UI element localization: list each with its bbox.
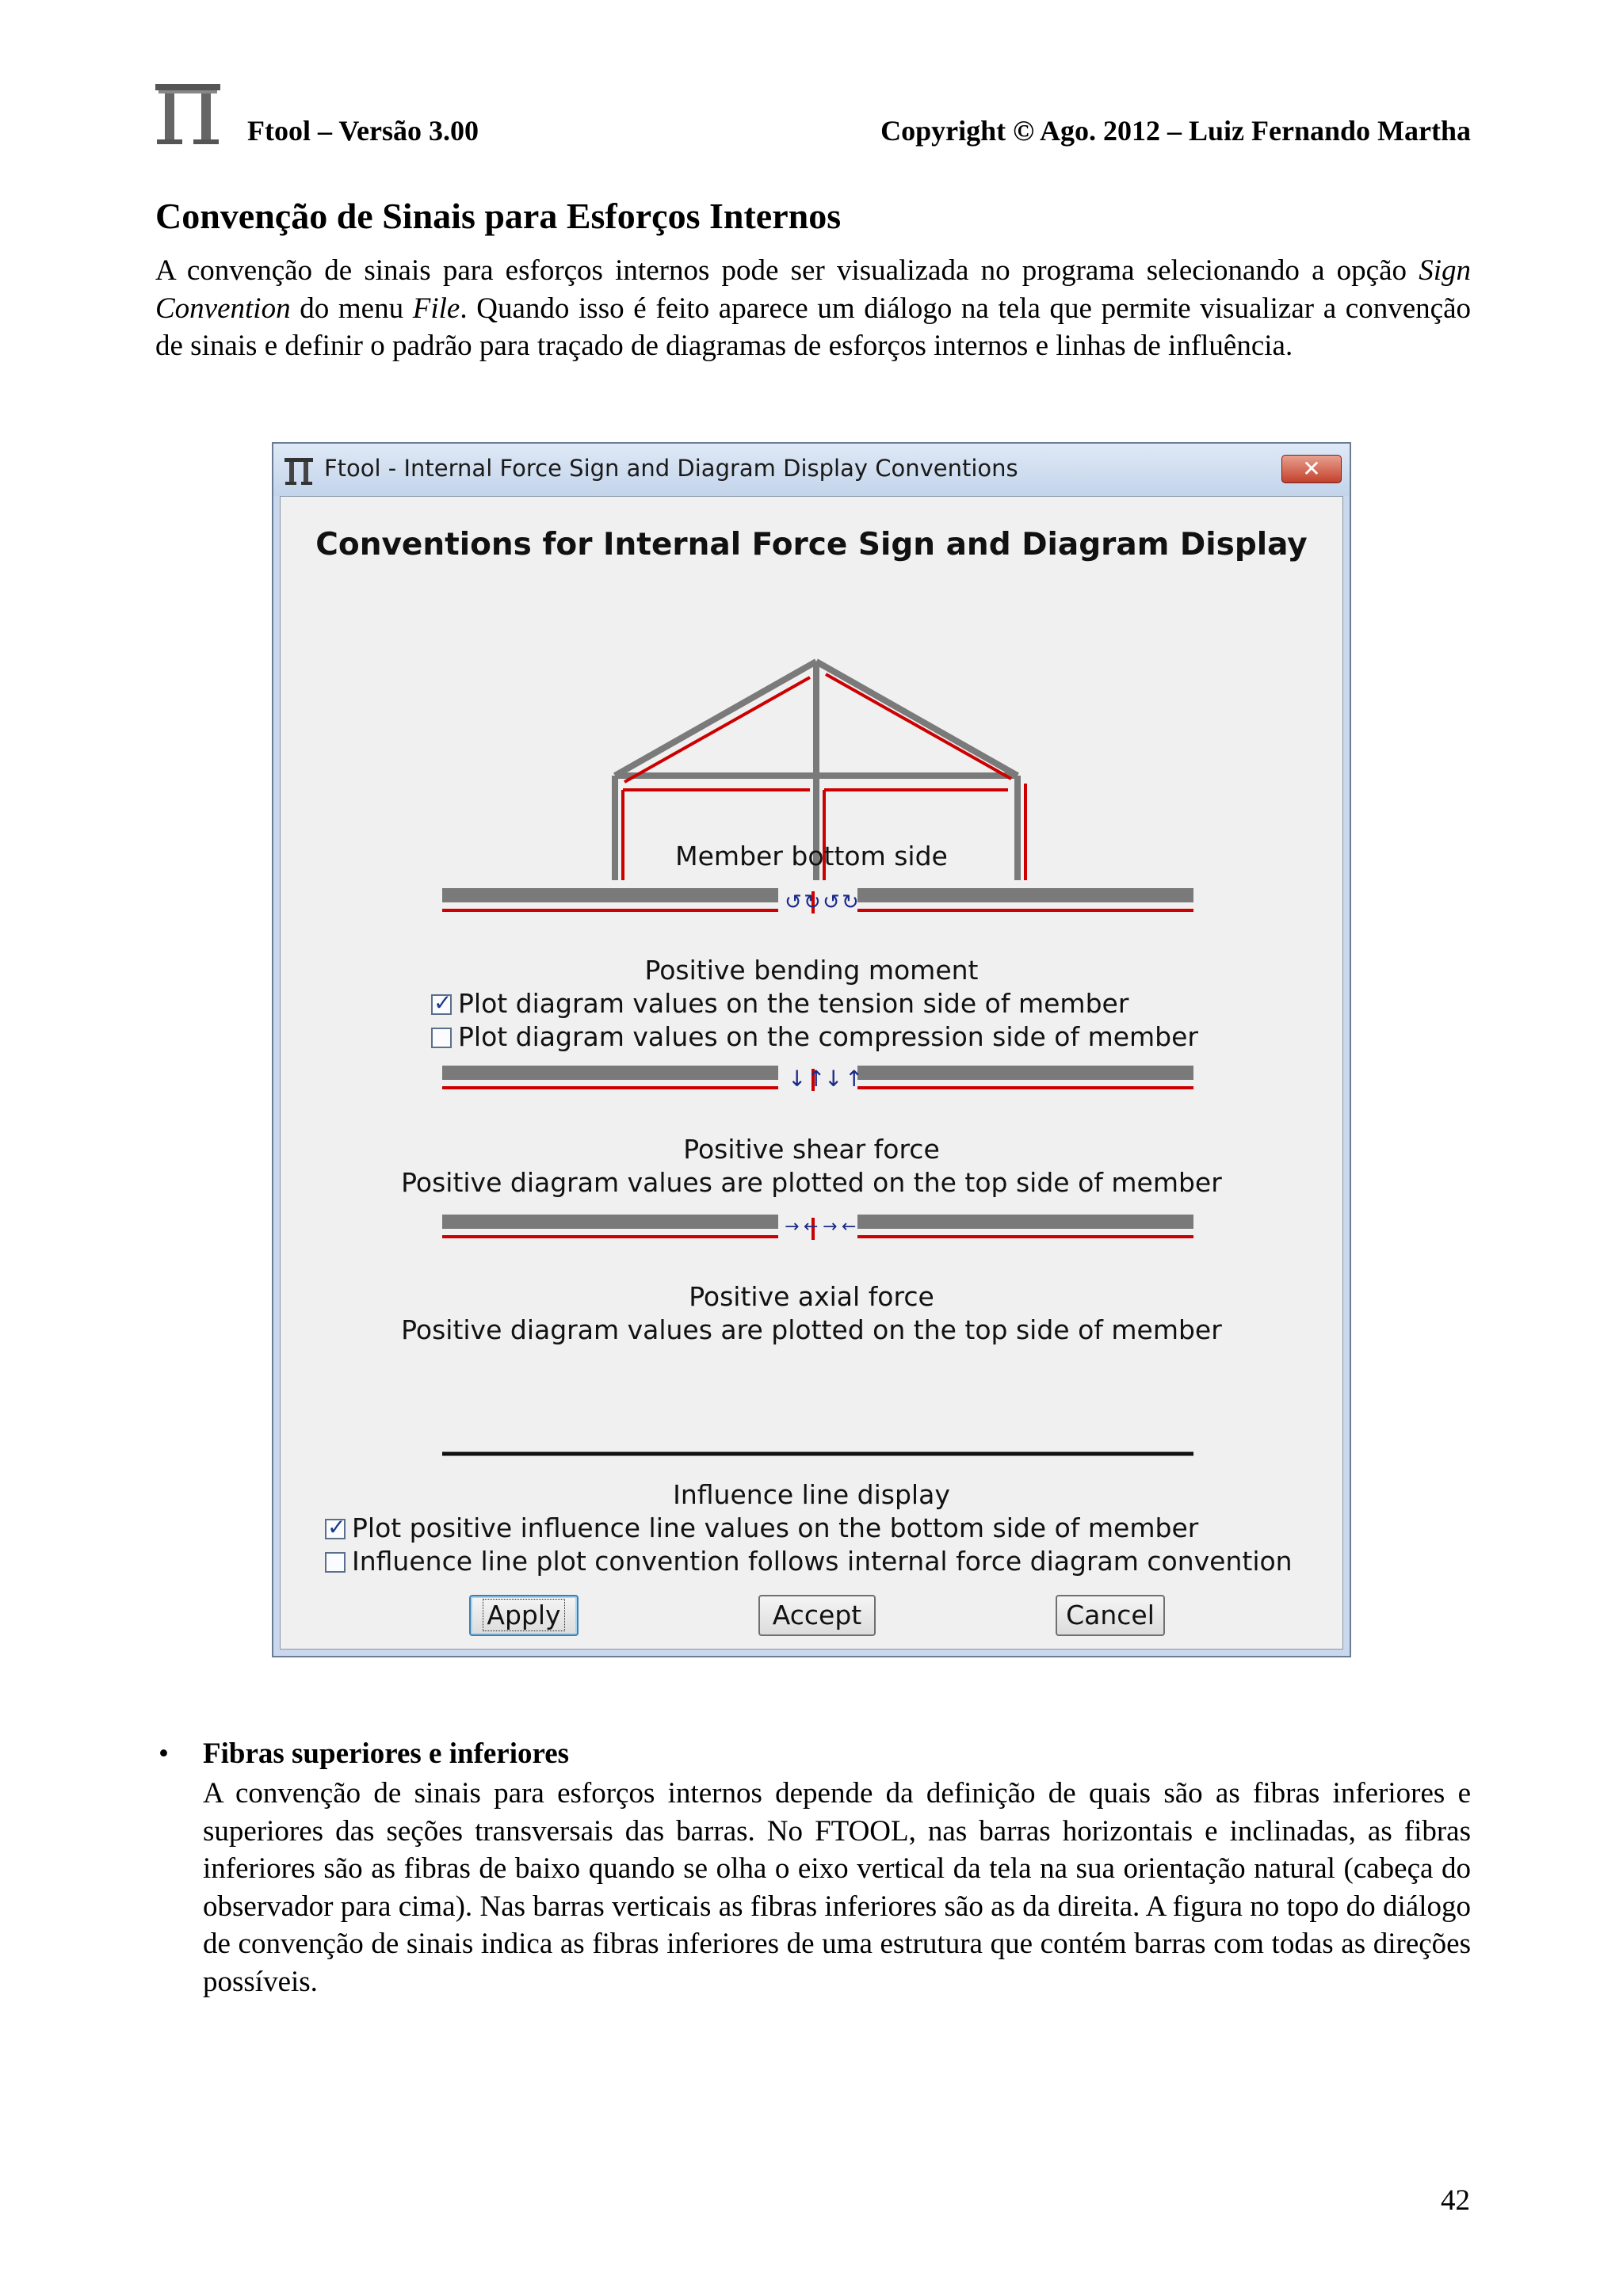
- apply-button[interactable]: Apply: [469, 1595, 579, 1636]
- influence-follow-option[interactable]: Influence line plot convention follows internal force diagram convention: [325, 1546, 1293, 1577]
- tension-side-option[interactable]: ✓Plot diagram values on the tension side of member: [431, 988, 1128, 1019]
- bullet-marker: •: [158, 1737, 169, 1770]
- bullet-title: Fibras superiores e inferiores: [203, 1737, 570, 1770]
- shear-force-diagram: [442, 1066, 1193, 1092]
- member-right-segment: [857, 1215, 1193, 1229]
- close-button[interactable]: ✕: [1281, 455, 1342, 483]
- member-right-segment: [857, 1066, 1193, 1080]
- influence-bottom-checkbox[interactable]: [325, 1519, 346, 1539]
- menu-reference: File: [412, 292, 460, 325]
- moment-arrow-icon: ↻: [842, 891, 859, 914]
- cancel-button[interactable]: Cancel: [1056, 1595, 1165, 1636]
- moment-arrow-icon: ↺: [823, 891, 840, 914]
- shear-label: Positive shear force: [683, 1134, 940, 1165]
- moment-arrow-icon: ↺: [785, 891, 802, 914]
- intro-text: . Quando isso é feito aparece um diálogo na tela que permite visualizar a convenção de sinais e definir o padrão para traçado de diagramas de esforços internos e linhas de influência.: [155, 292, 1471, 362]
- header-copyright: Copyright © Ago. 2012 – Luiz Fernando Martha: [880, 115, 1471, 147]
- compression-side-option[interactable]: Plot diagram values on the compression side of member: [431, 1021, 1198, 1052]
- accept-button[interactable]: Accept: [758, 1595, 876, 1636]
- axial-force-diagram: [442, 1215, 1193, 1240]
- shear-arrow-icon: ↓: [788, 1066, 807, 1092]
- member-left-segment: [442, 888, 778, 902]
- sign-convention-dialog: [272, 442, 1351, 1657]
- tension-side-checkbox[interactable]: [431, 994, 452, 1015]
- axial-arrow-icon: →: [785, 1217, 800, 1237]
- page-header: [155, 79, 1471, 151]
- axial-label: Positive axial force: [689, 1281, 934, 1312]
- ftool-window-icon: [283, 455, 315, 486]
- page-number: 42: [1441, 2184, 1470, 2217]
- influence-label: Influence line display: [673, 1479, 950, 1510]
- axial-arrow-icon: ←: [804, 1217, 819, 1237]
- influence-bottom-option[interactable]: ✓Plot positive influence line values on the bottom side of member: [325, 1512, 1198, 1543]
- member-right-segment: [857, 888, 1193, 902]
- dialog-client-area: [280, 496, 1343, 1650]
- right-rafter-bottom-fiber: [826, 674, 1011, 779]
- moment-arrow-icon: ↻: [804, 891, 821, 914]
- compression-side-checkbox[interactable]: [431, 1028, 452, 1048]
- influence-follow-checkbox[interactable]: [325, 1552, 346, 1573]
- bending-label: Positive bending moment: [644, 955, 979, 986]
- member-left-segment: [442, 1215, 778, 1229]
- bending-moment-diagram: [442, 888, 1193, 914]
- left-rafter-bottom-fiber: [624, 677, 810, 782]
- right-rafter: [816, 662, 1018, 776]
- header-app-version: Ftool – Versão 3.00: [247, 115, 479, 147]
- shear-arrow-icon: ↑: [845, 1066, 864, 1092]
- axial-note: Positive diagram values are plotted on the top side of member: [401, 1314, 1222, 1345]
- bullet-paragraph: A convenção de sinais para esforços internos depende da definição de quais são as fibras inferiores e superiores das seções transversais das barras. No FTOOL, nas barras horizontais e inclinadas, as fibras inferiores são as fibras de baixo quando se olha o eixo vertical da tela na sua orientação natural (cabeça do observador para cima). Nas barras verticais as fibras inferiores são as da direita. A figura no topo do diálogo de convenção de sinais indica as fibras inferiores de uma estrutura que contém barras com todas as direções possíveis.: [203, 1777, 1471, 1998]
- axial-arrow-icon: ←: [842, 1217, 857, 1237]
- left-rafter: [615, 662, 816, 776]
- dialog-title: Ftool - Internal Force Sign and Diagram Display Conventions: [324, 455, 1018, 482]
- shear-note: Positive diagram values are plotted on the top side of member: [401, 1167, 1222, 1198]
- intro-text: A convenção de sinais para esforços internos pode ser visualizada no programa selecionando a opção: [155, 254, 1419, 287]
- axial-arrow-icon: →: [823, 1217, 838, 1237]
- menu-reference: Sign Convention: [155, 254, 1471, 325]
- dialog-heading: Conventions for Internal Force Sign and Diagram Display: [315, 527, 1308, 563]
- member-bottom-label: Member bottom side: [675, 841, 948, 871]
- ftool-logo-icon: [155, 84, 220, 147]
- dialog-titlebar[interactable]: [273, 444, 1350, 496]
- member-left-segment: [442, 1066, 778, 1080]
- section-title: Convenção de Sinais para Esforços Internos: [155, 196, 842, 236]
- intro-paragraph: [155, 252, 1471, 365]
- shear-arrow-icon: ↓: [824, 1066, 843, 1092]
- intro-text: do menu: [290, 292, 413, 325]
- shear-arrow-icon: ↑: [807, 1066, 826, 1092]
